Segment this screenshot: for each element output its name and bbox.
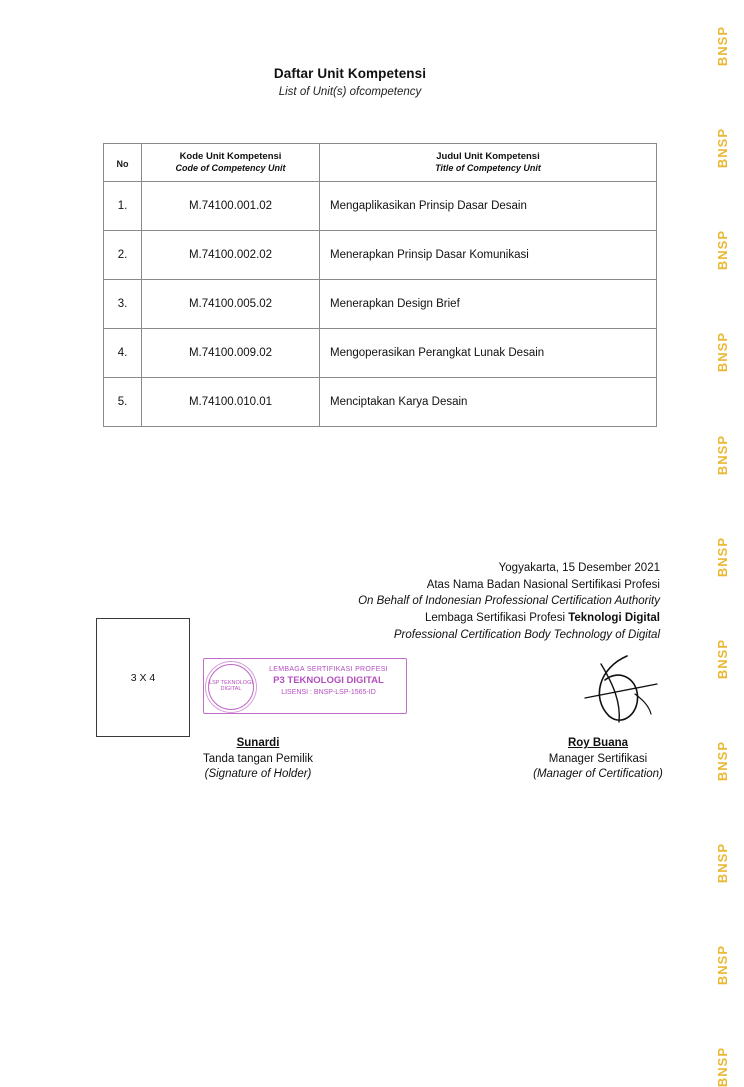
official-stamp bbox=[203, 658, 407, 714]
cell-title: Menciptakan Karya Desain bbox=[320, 378, 657, 427]
watermark-text: BNSP bbox=[714, 638, 730, 679]
watermark-text: BNSP bbox=[714, 26, 730, 67]
stamp-line-1: LEMBAGA SERTIFIKASI PROFESI bbox=[269, 666, 388, 673]
cell-no: 2. bbox=[104, 231, 142, 280]
certification-body-id bbox=[300, 610, 660, 627]
watermark-text: BNSP bbox=[714, 536, 730, 577]
holder-caption bbox=[168, 736, 348, 783]
watermark-text: BNSP bbox=[714, 332, 730, 373]
watermark-text: BNSP bbox=[714, 1047, 730, 1087]
document-header bbox=[0, 66, 700, 98]
cell-title: Menerapkan Design Brief bbox=[320, 280, 657, 329]
watermark-text: BNSP bbox=[714, 740, 730, 781]
table-row bbox=[104, 182, 657, 231]
manager-role-en: (Manager of Certification) bbox=[533, 768, 663, 781]
table-header-row bbox=[104, 144, 657, 182]
cell-title: Mengoperasikan Perangkat Lunak Desain bbox=[320, 329, 657, 378]
competency-table-wrapper bbox=[103, 143, 656, 427]
stamp-line-3: LISENSI : BNSP-LSP-1565-ID bbox=[281, 689, 376, 696]
table-row bbox=[104, 329, 657, 378]
cell-no: 5. bbox=[104, 378, 142, 427]
stamp-gear-label: LSP TEKNOLOGI DIGITAL bbox=[209, 680, 253, 692]
manager-caption bbox=[508, 736, 688, 783]
stamp-text-group bbox=[256, 666, 401, 696]
certification-body-id-prefix: Lembaga Sertifikasi Profesi bbox=[425, 612, 569, 625]
header-no bbox=[104, 144, 142, 182]
holder-name: Sunardi bbox=[236, 737, 280, 749]
header-title bbox=[320, 144, 657, 182]
cell-code: M.74100.002.02 bbox=[142, 231, 320, 280]
table-body bbox=[104, 182, 657, 427]
stamp-line-2: P3 TEKNOLOGI DIGITAL bbox=[273, 675, 384, 686]
cell-title: Mengaplikasikan Prinsip Dasar Desain bbox=[320, 182, 657, 231]
header-title-sublabel: Title of Competency Unit bbox=[435, 162, 541, 173]
cell-code: M.74100.005.02 bbox=[142, 280, 320, 329]
header-code-label: Kode Unit Kompetensi bbox=[179, 151, 282, 162]
table-row bbox=[104, 231, 657, 280]
header-title-label: Judul Unit Kompetensi bbox=[436, 151, 540, 162]
watermark-strip bbox=[700, 0, 744, 1087]
watermark-text: BNSP bbox=[714, 843, 730, 884]
photo-placeholder-box bbox=[96, 618, 190, 737]
cell-no: 4. bbox=[104, 329, 142, 378]
competency-units-table bbox=[103, 143, 657, 427]
header-code bbox=[142, 144, 320, 182]
holder-role-id: Tanda tangan Pemilik bbox=[203, 752, 313, 765]
holder-role-en: (Signature of Holder) bbox=[204, 768, 312, 781]
photo-placeholder-label: 3 X 4 bbox=[130, 671, 156, 684]
manager-role-id: Manager Sertifikasi bbox=[548, 752, 648, 765]
page-subtitle: List of Unit(s) ofcompetency bbox=[278, 86, 422, 98]
watermark-text: BNSP bbox=[714, 434, 730, 475]
cell-no: 3. bbox=[104, 280, 142, 329]
cell-code: M.74100.009.02 bbox=[142, 329, 320, 378]
cell-no: 1. bbox=[104, 182, 142, 231]
cell-title: Menerapkan Prinsip Dasar Komunikasi bbox=[320, 231, 657, 280]
on-behalf-id: Atas Nama Badan Nasional Sertifikasi Profesi bbox=[426, 578, 660, 591]
header-code-sublabel: Code of Competency Unit bbox=[175, 162, 286, 173]
table-row bbox=[104, 378, 657, 427]
table-head bbox=[104, 144, 657, 182]
watermark-text: BNSP bbox=[714, 945, 730, 986]
header-no-label: No bbox=[116, 158, 129, 169]
certification-body-id-strong: Teknologi Digital bbox=[568, 612, 660, 625]
on-behalf-en: On Behalf of Indonesian Professional Certification Authority bbox=[358, 595, 660, 608]
table-row bbox=[104, 280, 657, 329]
cell-code: M.74100.001.02 bbox=[142, 182, 320, 231]
place-date: Yogyakarta, 15 Desember 2021 bbox=[498, 562, 660, 574]
watermark-text: BNSP bbox=[714, 128, 730, 169]
watermark-text: BNSP bbox=[714, 230, 730, 271]
signature-heading-block bbox=[300, 560, 660, 643]
certification-body-en: Professional Certification Body Technology of Digital bbox=[393, 628, 660, 641]
cell-code: M.74100.010.01 bbox=[142, 378, 320, 427]
page-title: Daftar Unit Kompetensi bbox=[273, 66, 427, 81]
handwritten-signature-icon bbox=[565, 650, 675, 730]
manager-name: Roy Buana bbox=[567, 737, 629, 749]
gear-icon bbox=[208, 664, 254, 710]
